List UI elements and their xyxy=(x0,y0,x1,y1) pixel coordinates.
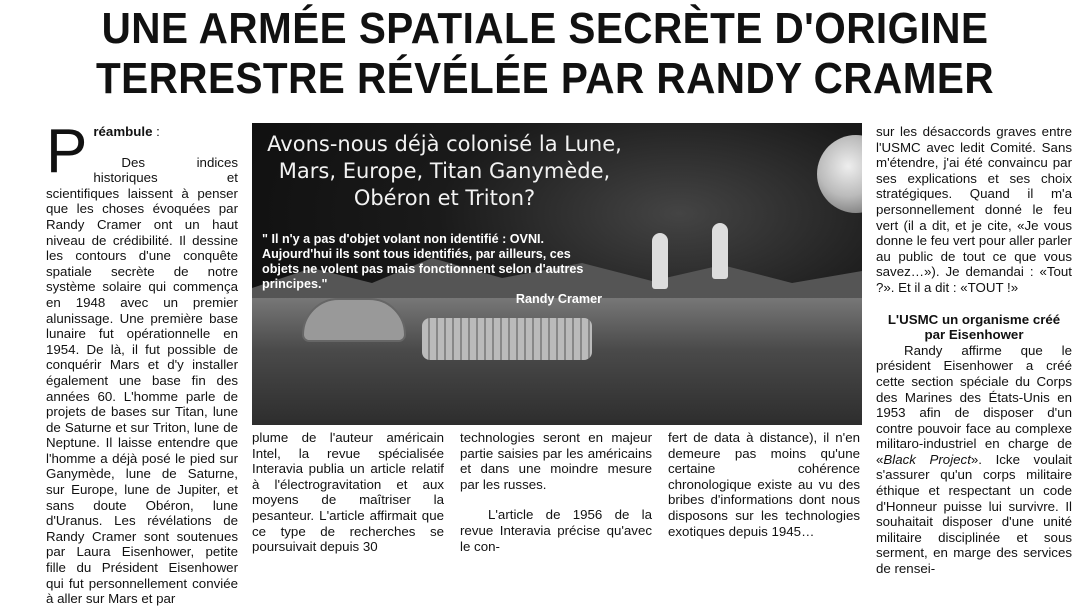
column-5 xyxy=(876,124,1072,577)
column-5-paragraph-2 xyxy=(876,343,1072,577)
column-1 xyxy=(46,117,238,607)
paragraph-text: ». Icke voulait s'assurer qu'un corps militaire éthique et respectant un code d'Honneur puisse lui survivre. Il souhaitait disposer d'une unité militaire disciplinée et sous serment, en marge des services de rensei- xyxy=(876,451,1072,577)
headline-line-2: TERRESTRE RÉVÉLÉE PAR RANDY CRAMER xyxy=(95,54,995,103)
column-4 xyxy=(668,430,860,539)
column-3-paragraph-1: technologies seront en majeur partie saisies par les américains et dans une moindre mesure par les russes. xyxy=(460,430,652,492)
base-tube-graphic xyxy=(422,318,592,360)
column-2-paragraph: plume de l'auteur américain Intel, la revue spécialisée Interavia publia un article relatif à l'électrogravitation et aux moyens de maîtriser la pesanteur. L'article affirmait que ce type de recherches se poursuivait depuis 30 xyxy=(252,430,444,555)
drop-cap: P xyxy=(46,117,88,186)
section-subhead: L'USMC un organisme créé par Eisenhower xyxy=(887,311,1061,343)
astronaut-graphic xyxy=(712,223,728,279)
column-2 xyxy=(252,430,444,555)
quote-text: " Il n'y a pas d'objet volant non identifié : OVNI. Aujourd'hui ils sont tous identifiés, par ailleurs, ces objets ne volent pas mais fonctionnent selon d'autres principes." xyxy=(262,232,584,291)
column-1-paragraph: Des indices historiques et scientifiques laissent à penser que les choses évoquées par Randy Cramer ont un haut niveau de crédibilité. Il dessine les contours d'une conquête spatiale secrète de notre système solaire qui commença en 1948 avec un premier alunissage. Une première base lunaire fut opérationnelle en 1954. De là, il fut possible de conquérir Mars et d'y installer également une base fin des années 60. L'homme parle de projets de bases sur Titan, lune de Saturne et sur Triton, lune de Neptune. Il laisse entendre que l'homme a déjà posé le pied sur Ganymède, lune de Saturne, sur Europe, lune de Jupiter, et sans doute Obéron, lune d'Uranus. Les révélations de Randy Cramer sont soutenues par Laura Eisenhower, petite fille du Président Eisenhower qui fut personnellement conviée à aller sur Mars et par xyxy=(46,154,238,607)
photo-quote xyxy=(262,232,602,307)
headline xyxy=(62,4,1028,104)
planet-graphic xyxy=(817,135,862,213)
preamble-heading-colon: : xyxy=(152,124,160,139)
black-project-term: Black Project xyxy=(883,451,971,467)
photo-title: Avons-nous déjà colonisé la Lune, Mars, Europe, Titan Ganymède, Obéron et Triton? xyxy=(267,132,622,210)
column-4-paragraph: fert de data à distance), il n'en demeure pas moins qu'une certaine cohérence chronologique existe au vu des bribes d'informations dont nous disposons sur les technologies exotiques depuis 1945… xyxy=(668,430,860,539)
preamble-heading-text: réambule xyxy=(93,124,153,139)
column-5-paragraph-1: sur les désaccords graves entre l'USMC avec ledit Comité. Sans m'étendre, j'ai été convaincu par ses explications et ses choix stratégiques. Quand il m'a personnellement donné le feu vert (il a dit, et je cite, «Je vous donne le feu vert pour aller parler au public de tout ce que vous savez…»). Je demandai : «Tout ?». Et il a dit : «TOUT !» xyxy=(876,124,1072,295)
paragraph-text: Randy affirme que le président Eisenhower a créé cette section spéciale du Corps des Marines des États-Unis en 1953 afin de disposer d'un contre pouvoir face au complexe militaro-industriel en charge de « xyxy=(876,342,1072,467)
headline-line-1: UNE ARMÉE SPATIALE SECRÈTE D'ORIGINE xyxy=(101,4,989,53)
astronaut-graphic xyxy=(652,233,668,289)
column-3 xyxy=(460,430,652,554)
preamble-heading xyxy=(46,117,238,186)
column-3-paragraph-2: L'article de 1956 de la revue Interavia précise qu'avec le con- xyxy=(460,507,652,554)
quote-signature: Randy Cramer xyxy=(515,292,602,306)
